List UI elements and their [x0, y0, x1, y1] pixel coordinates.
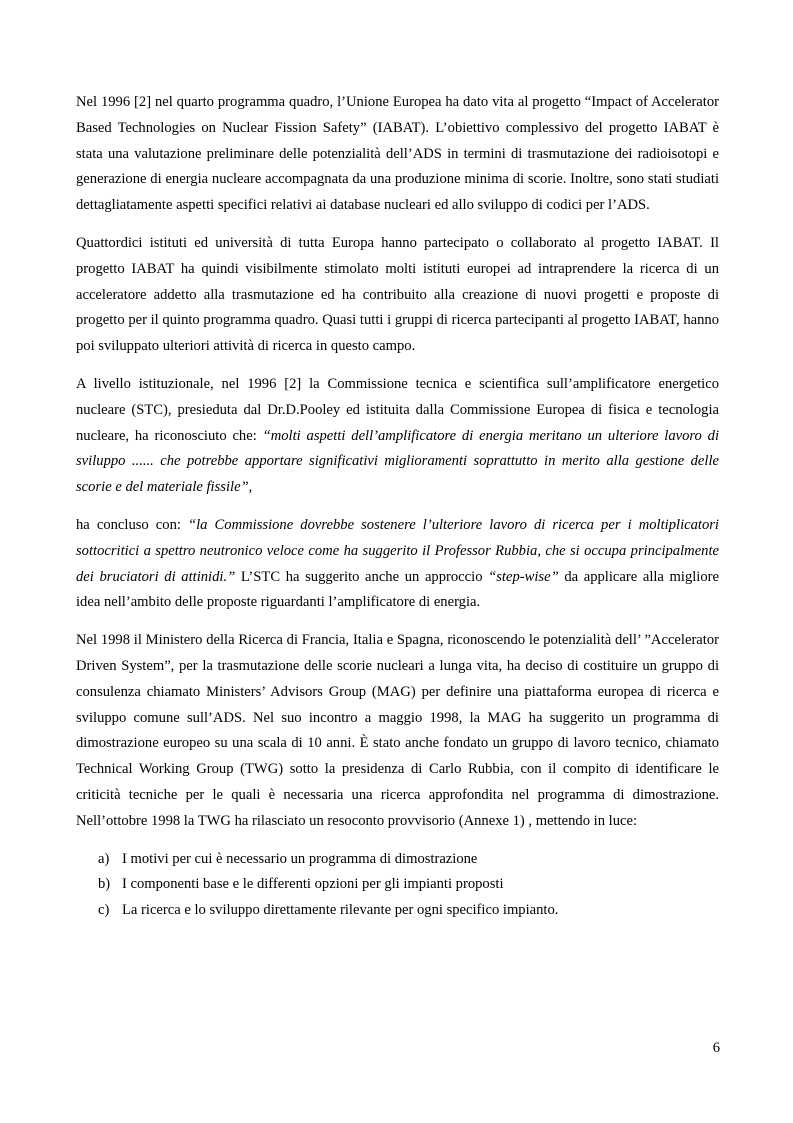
list-item: [98, 847, 719, 873]
conclusion-intro-text: ha concluso con:: [76, 516, 189, 533]
stc-approach-text: L’STC ha suggerito anche un approccio: [235, 568, 489, 585]
list-item-text: I componenti base e le differenti opzioni per gli impianti proposti: [122, 876, 504, 893]
stc-intro-text: A livello istituzionale, nel 1996 [2] la Commissione tecnica e scientifica sull’amplificatore energetico nucleare (STC), presieduta dal Dr.D.Pooley ed istituita dalla Commissione Europea di fisica e tecnologia nucleare, ha riconosciuto che:: [76, 375, 719, 444]
list-item: [98, 872, 719, 898]
list-marker: c): [98, 902, 110, 919]
page-number: 6: [712, 1040, 720, 1056]
stc-quote: “molti aspetti dell’amplificatore di energia meritano un ulteriore lavoro di sviluppo ...... che potrebbe apportare significativi miglioramenti soprattutto in merito alla gestione delle scorie e del materiale fissile”,: [76, 427, 719, 496]
page-body: [76, 90, 719, 924]
list-marker: b): [98, 876, 111, 893]
list-marker: a): [98, 850, 110, 867]
list-item-text: I motivi per cui è necessario un programma di dimostrazione: [122, 850, 478, 867]
paragraph-iabat-participants: Quattordici istituti ed università di tutta Europa hanno partecipato o collaborato al progetto IABAT. Il progetto IABAT ha quindi visibilmente stimolato molti istituti europei ad intraprendere la ricerca di un acceleratore addetto alla trasmutazione ed ha contribuito alla creazione di nuovi progetti e proposte di progetto per il quinto programma quadro. Quasi tutti i gruppi di ricerca partecipanti al progetto IABAT, hanno poi sviluppato ulteriori attività di ricerca in questo campo.: [76, 234, 719, 355]
list-item-text: La ricerca e lo sviluppo direttamente rilevante per ogni specifico impianto.: [122, 902, 559, 919]
stc-approach-end-text: da applicare alla migliore idea nell’ambito delle proposte riguardanti l’amplificatore di energia.: [76, 568, 719, 611]
step-wise-term: “step-wise”: [488, 568, 559, 585]
twg-findings-list: [76, 847, 719, 924]
commission-quote: “la Commissione dovrebbe sostenere l’ulteriore lavoro di ricerca per i moltiplicatori sottocritici a spettro neutronico veloce come ha suggerito il Professor Rubbia, che si occupa principalmente dei bruciatori di attinidi.”: [76, 516, 719, 585]
paragraph-stc-recognition: [76, 372, 719, 501]
paragraph-mag-twg: Nel 1998 il Ministero della Ricerca di Francia, Italia e Spagna, riconoscendo le potenzialità dell’ ”Accelerator Driven System”, per la trasmutazione delle scorie nucleari a lunga vita, ha deciso di costituire un gruppo di consulenza chiamato Ministers’ Advisors Group (MAG) per definire una piattaforma europea di ricerca e sviluppo comune sull’ADS. Nel suo incontro a maggio 1998, la MAG ha suggerito un programma di dimostrazione europeo su una scala di 10 anni. È stato anche fondato un gruppo di lavoro tecnico, chiamato Technical Working Group (TWG) sotto la presidenza di Carlo Rubbia, con il compito di identificare le criticità tecniche per le quali è necessaria una ricerca approfondita nel programma di dimostrazione. Nell’ottobre 1998 la TWG ha rilasciato un resoconto provvisorio (Annexe 1) , mettendo in luce:: [76, 632, 719, 829]
paragraph-stc-conclusion: [76, 513, 719, 616]
paragraph-iabat-intro: Nel 1996 [2] nel quarto programma quadro, l’Unione Europea ha dato vita al progetto “Impact of Accelerator Based Technologies on Nuclear Fission Safety” (IABAT). L’obiettivo complessivo del progetto IABAT è stata una valutazione preliminare delle potenzialità dell’ADS in termini di trasmutazione dei radioisotopi e generazione di energia nucleare accompagnata da una produzione minima di scorie. Inoltre, sono stati studiati dettagliatamente aspetti specifici relativi ai database nucleari ed allo sviluppo di codici per l’ADS.: [76, 94, 719, 214]
list-item: [98, 898, 719, 924]
